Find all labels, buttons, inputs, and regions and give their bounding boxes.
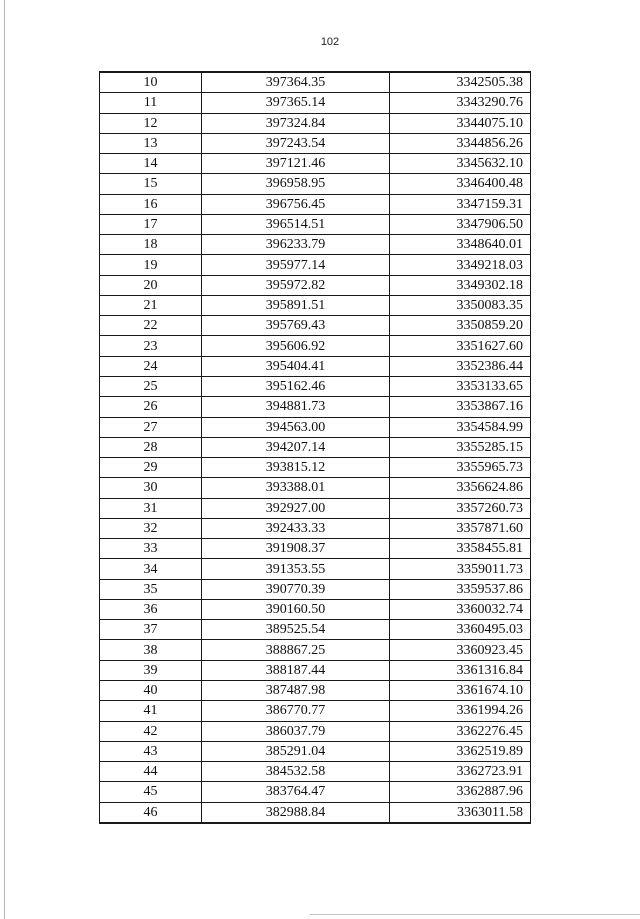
table-row xyxy=(100,660,531,680)
x-coordinate-cell: 397365.14 xyxy=(202,93,390,113)
point-number-cell: 19 xyxy=(100,255,202,275)
x-coordinate-cell: 392433.33 xyxy=(202,518,390,538)
x-coordinate-cell: 396233.79 xyxy=(202,235,390,255)
table-row xyxy=(100,295,531,315)
table-row xyxy=(100,275,531,295)
x-coordinate-cell: 395891.51 xyxy=(202,295,390,315)
x-coordinate-cell: 386770.77 xyxy=(202,701,390,721)
table-row xyxy=(100,417,531,437)
y-coordinate-cell: 3363011.58 xyxy=(390,802,531,823)
x-coordinate-cell: 392927.00 xyxy=(202,498,390,518)
x-coordinate-cell: 389525.54 xyxy=(202,620,390,640)
y-coordinate-cell: 3361674.10 xyxy=(390,680,531,700)
table-row xyxy=(100,498,531,518)
y-coordinate-cell: 3362276.45 xyxy=(390,721,531,741)
x-coordinate-cell: 397121.46 xyxy=(202,154,390,174)
point-number-cell: 41 xyxy=(100,701,202,721)
point-number-cell: 32 xyxy=(100,518,202,538)
point-number-cell: 36 xyxy=(100,599,202,619)
table-row xyxy=(100,680,531,700)
table-row xyxy=(100,133,531,153)
table-row xyxy=(100,113,531,133)
x-coordinate-cell: 397364.35 xyxy=(202,72,390,93)
x-coordinate-cell: 396958.95 xyxy=(202,174,390,194)
table-row xyxy=(100,255,531,275)
y-coordinate-cell: 3360032.74 xyxy=(390,599,531,619)
table-row xyxy=(100,93,531,113)
y-coordinate-cell: 3350083.35 xyxy=(390,295,531,315)
point-number-cell: 38 xyxy=(100,640,202,660)
x-coordinate-cell: 387487.98 xyxy=(202,680,390,700)
table-row xyxy=(100,397,531,417)
x-coordinate-cell: 390160.50 xyxy=(202,599,390,619)
x-coordinate-cell: 388187.44 xyxy=(202,660,390,680)
x-coordinate-cell: 383764.47 xyxy=(202,782,390,802)
x-coordinate-cell: 397243.54 xyxy=(202,133,390,153)
y-coordinate-cell: 3347159.31 xyxy=(390,194,531,214)
table-row xyxy=(100,721,531,741)
y-coordinate-cell: 3361994.26 xyxy=(390,701,531,721)
point-number-cell: 13 xyxy=(100,133,202,153)
table-row xyxy=(100,701,531,721)
point-number-cell: 30 xyxy=(100,478,202,498)
point-number-cell: 18 xyxy=(100,235,202,255)
y-coordinate-cell: 3359537.86 xyxy=(390,579,531,599)
y-coordinate-cell: 3354584.99 xyxy=(390,417,531,437)
x-coordinate-cell: 397324.84 xyxy=(202,113,390,133)
y-coordinate-cell: 3353867.16 xyxy=(390,397,531,417)
y-coordinate-cell: 3358455.81 xyxy=(390,539,531,559)
point-number-cell: 43 xyxy=(100,741,202,761)
y-coordinate-cell: 3355965.73 xyxy=(390,458,531,478)
point-number-cell: 33 xyxy=(100,539,202,559)
point-number-cell: 17 xyxy=(100,214,202,234)
point-number-cell: 22 xyxy=(100,316,202,336)
point-number-cell: 34 xyxy=(100,559,202,579)
point-number-cell: 35 xyxy=(100,579,202,599)
x-coordinate-cell: 385291.04 xyxy=(202,741,390,761)
x-coordinate-cell: 394207.14 xyxy=(202,437,390,457)
point-number-cell: 27 xyxy=(100,417,202,437)
table-row xyxy=(100,518,531,538)
table-row xyxy=(100,599,531,619)
y-coordinate-cell: 3357260.73 xyxy=(390,498,531,518)
y-coordinate-cell: 3356624.86 xyxy=(390,478,531,498)
table-row xyxy=(100,478,531,498)
x-coordinate-cell: 388867.25 xyxy=(202,640,390,660)
table-row xyxy=(100,741,531,761)
y-coordinate-cell: 3362723.91 xyxy=(390,762,531,782)
table-row xyxy=(100,762,531,782)
table-row xyxy=(100,782,531,802)
y-coordinate-cell: 3362887.96 xyxy=(390,782,531,802)
y-coordinate-cell: 3344075.10 xyxy=(390,113,531,133)
y-coordinate-cell: 3345632.10 xyxy=(390,154,531,174)
point-number-cell: 42 xyxy=(100,721,202,741)
x-coordinate-cell: 394881.73 xyxy=(202,397,390,417)
y-coordinate-cell: 3357871.60 xyxy=(390,518,531,538)
table-row xyxy=(100,235,531,255)
table-row xyxy=(100,559,531,579)
point-number-cell: 44 xyxy=(100,762,202,782)
y-coordinate-cell: 3350859.20 xyxy=(390,316,531,336)
x-coordinate-cell: 395404.41 xyxy=(202,356,390,376)
x-coordinate-cell: 393815.12 xyxy=(202,458,390,478)
table-row xyxy=(100,579,531,599)
scan-edge-bottom xyxy=(310,914,640,915)
table-row xyxy=(100,437,531,457)
x-coordinate-cell: 395977.14 xyxy=(202,255,390,275)
table-row xyxy=(100,539,531,559)
page-number: 102 xyxy=(320,36,340,48)
x-coordinate-cell: 382988.84 xyxy=(202,802,390,823)
table-row xyxy=(100,72,531,93)
y-coordinate-cell: 3346400.48 xyxy=(390,174,531,194)
point-number-cell: 28 xyxy=(100,437,202,457)
y-coordinate-cell: 3355285.15 xyxy=(390,437,531,457)
scan-edge-left xyxy=(4,0,5,919)
point-number-cell: 11 xyxy=(100,93,202,113)
point-number-cell: 24 xyxy=(100,356,202,376)
x-coordinate-cell: 396514.51 xyxy=(202,214,390,234)
table-row xyxy=(100,214,531,234)
point-number-cell: 23 xyxy=(100,336,202,356)
x-coordinate-cell: 395606.92 xyxy=(202,336,390,356)
table-row xyxy=(100,802,531,823)
y-coordinate-cell: 3361316.84 xyxy=(390,660,531,680)
point-number-cell: 29 xyxy=(100,458,202,478)
point-number-cell: 14 xyxy=(100,154,202,174)
y-coordinate-cell: 3360495.03 xyxy=(390,620,531,640)
x-coordinate-cell: 396756.45 xyxy=(202,194,390,214)
y-coordinate-cell: 3351627.60 xyxy=(390,336,531,356)
y-coordinate-cell: 3343290.76 xyxy=(390,93,531,113)
point-number-cell: 16 xyxy=(100,194,202,214)
y-coordinate-cell: 3347906.50 xyxy=(390,214,531,234)
table-row xyxy=(100,174,531,194)
point-number-cell: 31 xyxy=(100,498,202,518)
coordinate-table xyxy=(99,71,531,824)
x-coordinate-cell: 390770.39 xyxy=(202,579,390,599)
x-coordinate-cell: 384532.58 xyxy=(202,762,390,782)
table-row xyxy=(100,356,531,376)
point-number-cell: 26 xyxy=(100,397,202,417)
y-coordinate-cell: 3353133.65 xyxy=(390,376,531,396)
point-number-cell: 46 xyxy=(100,802,202,823)
table-row xyxy=(100,336,531,356)
table-row xyxy=(100,154,531,174)
x-coordinate-cell: 395162.46 xyxy=(202,376,390,396)
point-number-cell: 21 xyxy=(100,295,202,315)
y-coordinate-cell: 3360923.45 xyxy=(390,640,531,660)
x-coordinate-cell: 393388.01 xyxy=(202,478,390,498)
y-coordinate-cell: 3362519.89 xyxy=(390,741,531,761)
point-number-cell: 20 xyxy=(100,275,202,295)
y-coordinate-cell: 3344856.26 xyxy=(390,133,531,153)
y-coordinate-cell: 3349302.18 xyxy=(390,275,531,295)
x-coordinate-cell: 394563.00 xyxy=(202,417,390,437)
x-coordinate-cell: 391353.55 xyxy=(202,559,390,579)
x-coordinate-cell: 395972.82 xyxy=(202,275,390,295)
table-row xyxy=(100,376,531,396)
point-number-cell: 15 xyxy=(100,174,202,194)
table-row xyxy=(100,640,531,660)
table-row xyxy=(100,458,531,478)
point-number-cell: 12 xyxy=(100,113,202,133)
y-coordinate-cell: 3359011.73 xyxy=(390,559,531,579)
coordinate-table-body xyxy=(100,72,531,823)
point-number-cell: 10 xyxy=(100,72,202,93)
table-row xyxy=(100,316,531,336)
table-row xyxy=(100,194,531,214)
x-coordinate-cell: 395769.43 xyxy=(202,316,390,336)
y-coordinate-cell: 3352386.44 xyxy=(390,356,531,376)
y-coordinate-cell: 3348640.01 xyxy=(390,235,531,255)
point-number-cell: 37 xyxy=(100,620,202,640)
y-coordinate-cell: 3349218.03 xyxy=(390,255,531,275)
point-number-cell: 45 xyxy=(100,782,202,802)
point-number-cell: 40 xyxy=(100,680,202,700)
x-coordinate-cell: 386037.79 xyxy=(202,721,390,741)
table-row xyxy=(100,620,531,640)
point-number-cell: 39 xyxy=(100,660,202,680)
y-coordinate-cell: 3342505.38 xyxy=(390,72,531,93)
point-number-cell: 25 xyxy=(100,376,202,396)
x-coordinate-cell: 391908.37 xyxy=(202,539,390,559)
